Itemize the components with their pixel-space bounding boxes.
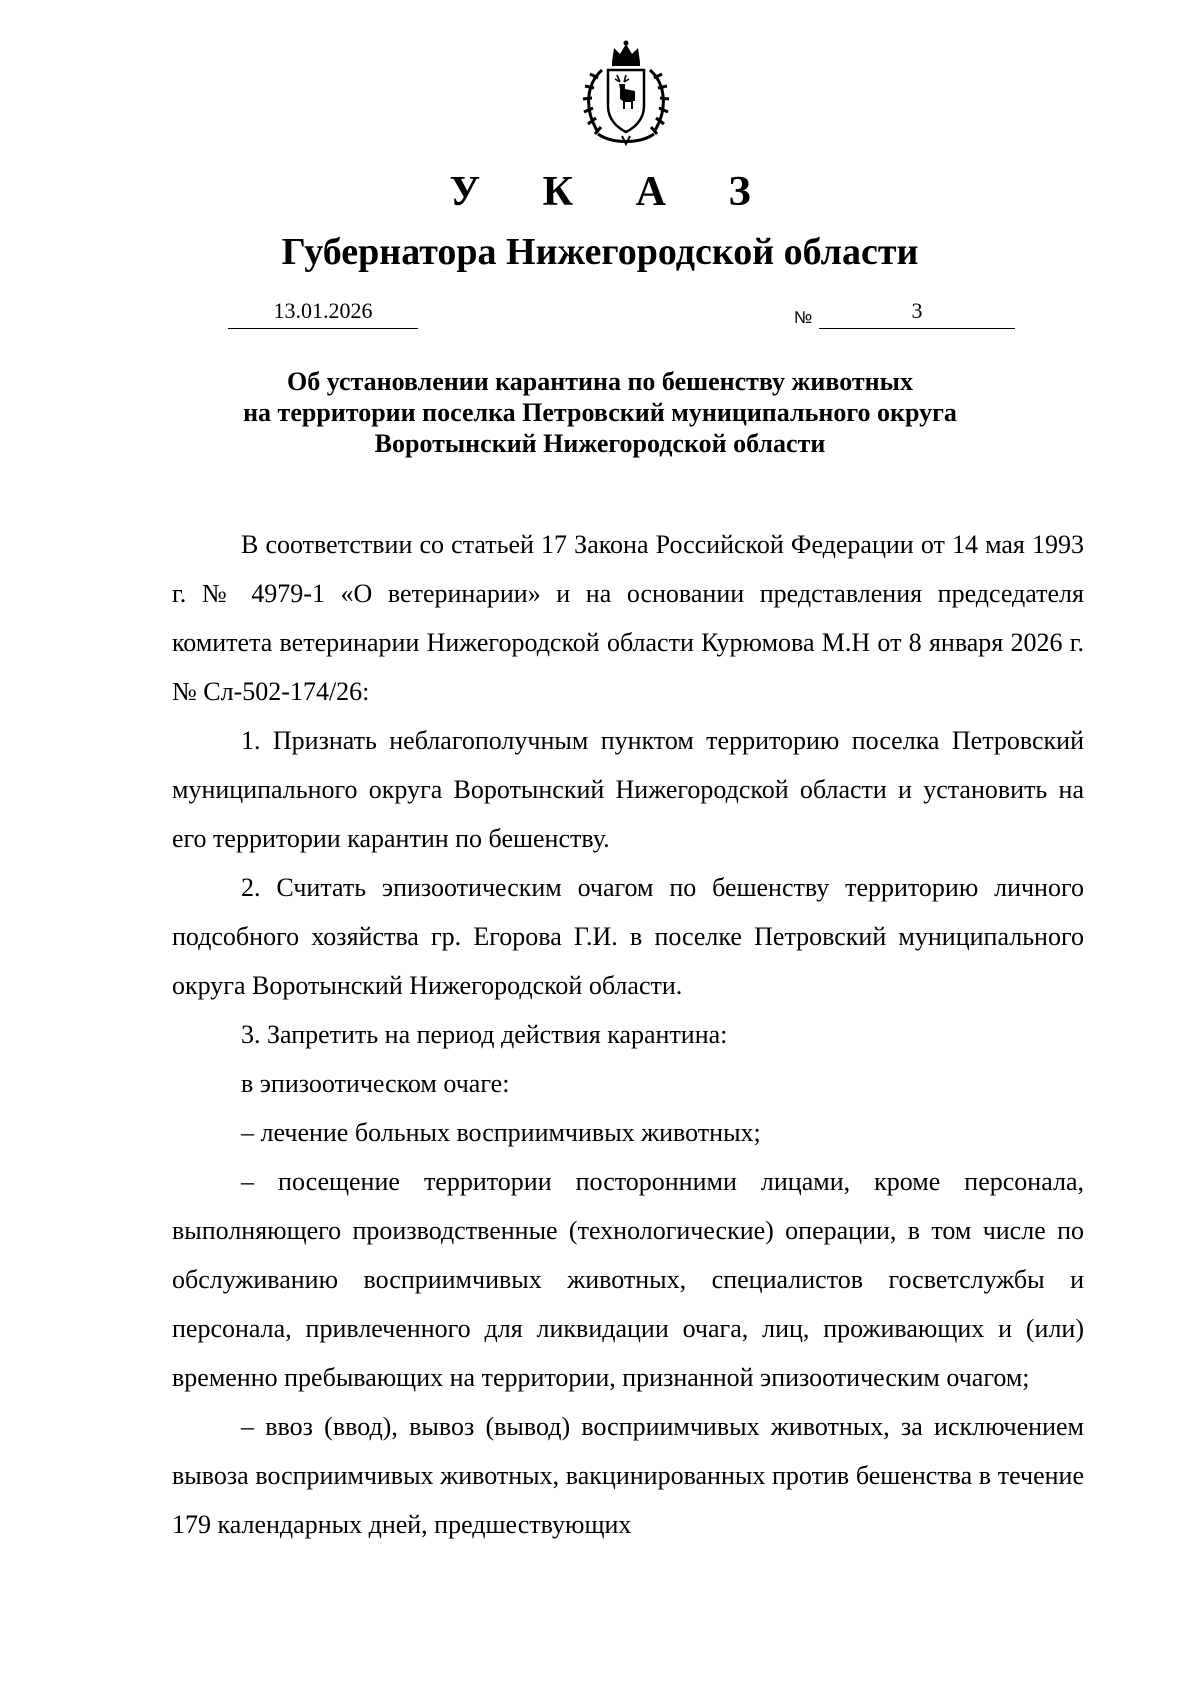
document-type-title: У К А З [449, 169, 777, 215]
number-label: № [794, 308, 813, 327]
body-paragraph: 1. Признать неблагополучным пунктом территорию поселка Петровский муниципального округа Воротынский Нижегородской области и установить на его территории карантин по бешенству. [172, 726, 1084, 853]
subject-line: на территории поселка Петровский муниципального округа [243, 398, 957, 427]
document-body [172, 520, 1084, 1549]
document-number: 3 [819, 298, 1015, 329]
subject-line: Воротынский Нижегородской области [374, 429, 826, 458]
subject-line: Об установлении карантина по бешенству животных [287, 367, 913, 396]
body-paragraph: 3. Запретить на период действия карантина: [241, 1020, 728, 1049]
issuer-title: Губернатора Нижегородской области [281, 231, 919, 273]
body-paragraph: – лечение больных восприимчивых животных; [241, 1118, 761, 1147]
body-paragraph: В соответствии со статьей 17 Закона Российской Федерации от 14 мая 1993 г. № 4979-1 «О ветеринарии» и на основании представления председателя комитета ветеринарии Нижегородской области Курюмова М.Н от 8 января 2026 г. № Сл-502-174/26: [172, 530, 1084, 706]
document-subject [0, 366, 1200, 459]
body-paragraph: – посещение территории посторонними лицами, кроме персонала, выполняющего производственные (технологические) операции, в том числе по обслуживанию восприимчивых животных, специалистов госветслужбы и персонала, привлеченного для ликвидации очага, лиц, проживающих и (или) временно пребывающих на территории, признанной эпизоотическим очагом; [172, 1167, 1084, 1392]
coat-of-arms-icon [568, 40, 684, 146]
body-paragraph: 2. Считать эпизоотическим очагом по бешенству территорию личного подсобного хозяйства гр. Егорова Г.И. в поселке Петровский муниципального округа Воротынский Нижегородской области. [172, 873, 1084, 1000]
body-paragraph: – ввоз (ввод), вывоз (вывод) восприимчивых животных, за исключением вывоза восприимчивых животных, вакцинированных против бешенства в течение 179 календарных дней, предшествующих [172, 1412, 1084, 1539]
document-date: 13.01.2026 [228, 298, 418, 329]
body-paragraph: в эпизоотическом очаге: [241, 1069, 510, 1098]
